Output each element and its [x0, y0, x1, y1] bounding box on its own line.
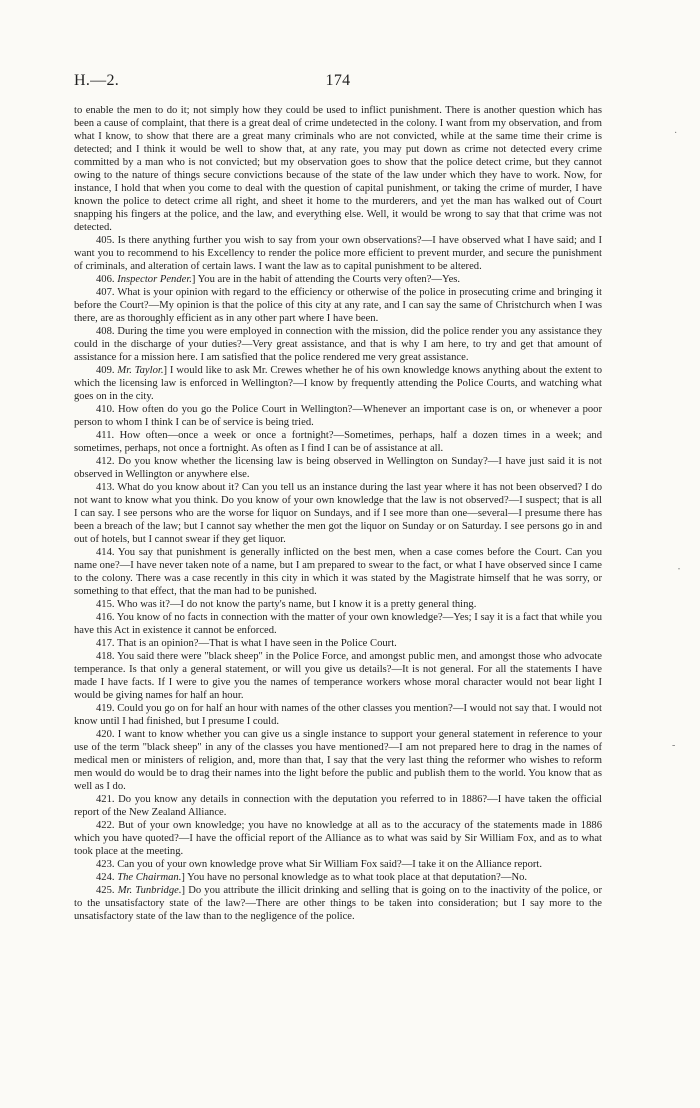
question-413: 413. What do you know about it? Can you tell us an instance during the last year where it has not been observed? I do not want to know what you think. Do you know of your own knowledge that the law is not observed?—I suspect; that is all I can say. I see persons who are the worse for liquor on Sundays, and if I see more than one—several—I presume there has been a breach of the law; but I cannot say whether the men got the liquor on Sunday or on Saturday. I see persons go in and out of hotels, but I cannot swear if they get liquor. — [74, 482, 602, 545]
question-415: 415. Who was it?—I do not know the party's name, but I know it is a pretty general thing. — [96, 599, 477, 610]
question-414: 414. You say that punishment is generally inflicted on the best men, when a case comes before the Court. Can you name one?—I have never taken note of a name, but I am prepared to swear to the fact, or what I have observed since I came to the colony. There was a case recently in this city in which it was stated by the Magistrate himself that he was sorry, or something to that effect, that the man had to be punished. — [74, 547, 602, 597]
speaker-name: Mr. Tunbridge. — [117, 885, 182, 896]
question-405: 405. Is there anything further you wish to say from your own observations?—I have observed what I have said; and I want you to recommend to his Excellency to render the police more efficient to prevent murder, and secure the punishment of criminals, and alteration of certain laws. I want the law as to capital punishment to be altered. — [74, 235, 602, 272]
question-407: 407. What is your opinion with regard to the efficiency or otherwise of the police in prosecuting crime and bringing it before the Court?—My opinion is that the police of this city at any rate, and I can say the same of Christchurch when I was there, are as thoroughly efficient as in any other part where I have been. — [74, 287, 602, 324]
margin-speck: - — [672, 740, 676, 751]
question-410: 410. How often do you go the Police Court in Wellington?—Whenever an important case is on, or whenever a poor person to whom I think I can be of service is being tried. — [74, 404, 602, 428]
margin-speck: · — [674, 128, 678, 139]
page-header — [74, 72, 602, 94]
question-424: 424. The Chairman.] You have no personal knowledge as to what took place at that deputation?—No. — [96, 872, 528, 883]
question-425: 425. Mr. Tunbridge.] Do you attribute the illicit drinking and selling that is going on to the inactivity of the police, or to the unsatisfactory state of the law?—There are other things to be taken into consideration; but I say more to the unsatisfactory state of the law than to the negligence of the police. — [74, 885, 602, 922]
question-420: 420. I want to know whether you can give us a single instance to support your general statement in reference to your use of the term "black sheep" in any of the classes you have mentioned?—I am not prepared here to drag in the names of medical men or ministers of religion, and, more than that, I say that the very last thing the reformer who wishes to reform men would do would be to drag their names into the light before the public and publish them to the world. You know that as well as I do. — [74, 729, 602, 792]
page-number: 174 — [325, 72, 351, 89]
paragraph-continuation: to enable the men to do it; not simply how they could be used to inflict punishment. There is another question which has been a cause of complaint, that there is a great deal of crime undetected in the colony. I want from my observation, and from what I know, to show that there are a great many criminals who are not convicted, while at the same time their crime is detected; and I think it would be well to show that, at any rate, you may put down as crime not detected every crime committed by a man who is not convicted; but my observation goes to show that the police detect crime, but they cannot owing to the nature of things secure convictions because of the state of the law under which they have to work. Now, for instance, I hold that when you come to deal with the question of capital punishment, or taking the crime of murder, I have known the police to detect crime all right, and sheet it home to the murderers, and yet the man has walked out of Court snapping his fingers at the police, and the law, and everything else. Well, it would be wrong to say that that crime was not detected. — [74, 105, 602, 233]
page-body — [74, 104, 602, 923]
speaker-name: Inspector Pender. — [117, 274, 192, 285]
question-423: 423. Can you of your own knowledge prove what Sir William Fox said?—I take it on the Alliance report. — [96, 859, 542, 870]
question-418: 418. You said there were "black sheep" in the Police Force, and amongst public men, and amongst those who advocate temperance. Is that only a general statement, or will you give us details?—It is not general. For all the statements I have made I have facts. If I were to give you the names of temperance workers whose moral character would not bear light I would be giving names for half an hour. — [74, 651, 602, 701]
question-422: 422. But of your own knowledge; you have no knowledge at all as to the accuracy of the statements made in 1886 which you have quoted?—I have the official report of the Alliance as to what was said by Sir William Fox, and as to what took place at the meeting. — [74, 820, 602, 857]
question-417: 417. That is an opinion?—That is what I have seen in the Police Court. — [96, 638, 397, 649]
question-406: 406. Inspector Pender.] You are in the habit of attending the Courts very often?—Yes. — [96, 274, 461, 285]
question-411: 411. How often—once a week or once a fortnight?—Sometimes, perhaps, half a dozen times in a week; and sometimes, perhaps, not once a fortnight. As often as I find I can be of assistance at all. — [74, 430, 602, 454]
margin-speck: ᛫ — [676, 565, 682, 576]
question-409: 409. Mr. Taylor.] I would like to ask Mr. Crewes whether he of his own knowledge knows anything about the extent to which the licensing law is enforced in Wellington?—I know by frequently attending the Police Courts, and watching what goes on in the city. — [74, 365, 603, 402]
question-416: 416. You know of no facts in connection with the matter of your own knowledge?—Yes; I say it is a fact that while you have this Act in existence it cannot be enforced. — [74, 612, 602, 636]
question-408: 408. During the time you were employed in connection with the mission, did the police render you any assistance they could in the discharge of your duties?—Very great assistance, and that is why I am here, to try and get that amount of assistance for a mission here. I am satisfied that the police rendered me very great assistance. — [74, 326, 602, 363]
question-412: 412. Do you know whether the licensing law is being observed in Wellington on Sunday?—I have just said it is not observed in Wellington or anywhere else. — [74, 456, 602, 480]
question-419: 419. Could you go on for half an hour with names of the other classes you mention?—I would not say that. I would not know until I had finished, but I presume I could. — [74, 703, 602, 727]
speaker-name: Mr. Taylor. — [117, 365, 164, 376]
report-series: H.—2. — [74, 72, 120, 89]
speaker-name: The Chairman. — [117, 872, 182, 883]
question-421: 421. Do you know any details in connection with the deputation you referred to in 1886?—I have taken the official report of the New Zealand Alliance. — [74, 794, 602, 818]
